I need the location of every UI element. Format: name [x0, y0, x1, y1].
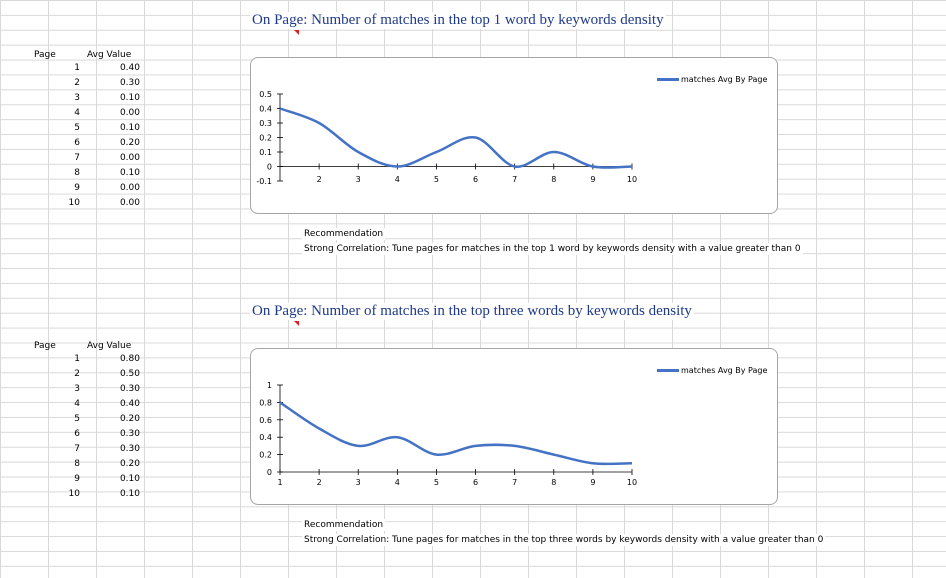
table-1-page-cell[interactable]: 7: [74, 153, 80, 163]
table-1-value-cell[interactable]: 0.00: [119, 198, 140, 208]
table-2-page-cell[interactable]: 3: [74, 384, 80, 394]
chart-1-legend-label: matches Avg By Page: [681, 75, 768, 84]
table-2-page-cell[interactable]: 7: [74, 444, 80, 454]
chart-1-x-tick-label: 9: [590, 175, 596, 184]
chart-2-series-line: [280, 402, 632, 464]
table-2-value-header: Avg Value: [87, 341, 132, 351]
chart-2-y-tick-label: 0.6: [259, 415, 272, 425]
chart-2-x-tick-label: 3: [355, 478, 361, 487]
chart-2-y-tick-label: 0.8: [259, 398, 272, 408]
comment-marker-2[interactable]: [294, 321, 299, 326]
recommendation-2-text: Strong Correlation: Tune pages for matches in the top three words by keywords density with a value greater than 0: [304, 535, 824, 545]
chart-1-y-tick-label: 0: [266, 162, 272, 172]
table-1-page-cell[interactable]: 4: [74, 108, 80, 118]
chart-1[interactable]: [250, 57, 778, 214]
chart-2-y-tick-label: 0.2: [259, 450, 272, 460]
chart-2-x-tick-label: 7: [512, 478, 518, 487]
chart-1-y-tick-label: 0.5: [259, 90, 272, 99]
table-2-value-cell[interactable]: 0.30: [119, 429, 140, 439]
table-2-page-cell[interactable]: 6: [74, 429, 80, 439]
chart-1-x-tick-label: 8: [551, 175, 557, 184]
section-2-title: On Page: Number of matches in the top three words by keywords density: [252, 303, 692, 319]
chart-2-x-tick-label: 2: [316, 478, 322, 487]
chart-2-y-tick-label: 0: [266, 468, 272, 477]
table-2-page-cell[interactable]: 1: [74, 354, 80, 364]
chart-1-y-tick-label: -0.1: [256, 177, 272, 186]
chart-2-y-tick-label: 1: [266, 381, 272, 390]
chart-2[interactable]: [250, 348, 778, 505]
table-1-value-cell[interactable]: 0.20: [119, 138, 140, 148]
chart-2-x-tick-label: 1: [277, 478, 283, 487]
table-1-value-cell[interactable]: 0.40: [119, 63, 140, 73]
table-2-page-cell[interactable]: 5: [74, 414, 80, 424]
table-1-page-cell[interactable]: 9: [74, 183, 80, 193]
recommendation-1-label: Recommendation: [304, 229, 384, 239]
table-1-page-cell[interactable]: 3: [74, 93, 80, 103]
table-2-value-cell[interactable]: 0.50: [119, 369, 140, 379]
chart-1-x-tick-label: 2: [316, 175, 322, 184]
chart-1-y-tick-label: 0.2: [259, 133, 272, 143]
chart-1-x-tick-label: 5: [433, 175, 439, 184]
chart-2-x-tick-label: 5: [433, 478, 439, 487]
table-1-page-cell[interactable]: 8: [74, 168, 80, 178]
chart-2-x-tick-label: 9: [590, 478, 596, 487]
table-2-page-cell[interactable]: 8: [74, 459, 80, 469]
table-2-page-cell[interactable]: 10: [68, 489, 80, 499]
chart-1-legend: [657, 75, 767, 84]
chart-1-legend-swatch: [657, 78, 679, 81]
table-1-value-header: Avg Value: [87, 50, 132, 60]
chart-1-x-tick-label: 7: [512, 175, 518, 184]
chart-1-x-tick-label: 4: [394, 175, 400, 184]
chart-1-x-tick-label: 3: [355, 175, 361, 184]
table-2-value-cell[interactable]: 0.10: [119, 474, 140, 484]
table-1-value-cell[interactable]: 0.10: [119, 168, 140, 178]
table-1-value-cell[interactable]: 0.10: [119, 93, 140, 103]
table-2-value-cell[interactable]: 0.10: [119, 489, 140, 499]
chart-2-legend: [657, 366, 767, 375]
table-1-value-cell[interactable]: 0.00: [119, 153, 140, 163]
chart-2-legend-swatch: [657, 369, 679, 372]
chart-2-legend-label: matches Avg By Page: [681, 366, 768, 375]
table-2-page-cell[interactable]: 9: [74, 474, 80, 484]
recommendation-1-text: Strong Correlation: Tune pages for matches in the top 1 word by keywords density with a value greater than 0: [304, 244, 801, 254]
chart-2-x-tick-label: 8: [551, 478, 557, 487]
chart-1-x-tick-label: 6: [473, 175, 479, 184]
table-1-value-cell[interactable]: 0.30: [119, 78, 140, 88]
table-2-page-cell[interactable]: 4: [74, 399, 80, 409]
chart-1-y-tick-label: 0.3: [259, 119, 272, 128]
table-1-value-cell[interactable]: 0.00: [119, 108, 140, 118]
chart-2-x-tick-label: 4: [394, 478, 400, 487]
table-2-value-cell[interactable]: 0.30: [119, 384, 140, 394]
section-1-title: On Page: Number of matches in the top 1 word by keywords density: [252, 12, 664, 28]
table-2-value-cell[interactable]: 0.40: [119, 399, 140, 409]
chart-1-x-tick-label: 10: [626, 175, 638, 184]
chart-2-x-tick-label: 10: [626, 478, 638, 487]
table-2-value-cell[interactable]: 0.20: [119, 414, 140, 424]
table-1-page-cell[interactable]: 10: [68, 198, 80, 208]
chart-2-y-tick-label: 0.4: [259, 433, 272, 443]
table-1-page-cell[interactable]: 1: [74, 63, 80, 73]
table-2-page-cell[interactable]: 2: [74, 369, 80, 379]
table-2-value-cell[interactable]: 0.20: [119, 459, 140, 469]
table-1-page-cell[interactable]: 2: [74, 78, 80, 88]
table-1-value-cell[interactable]: 0.10: [119, 123, 140, 133]
chart-1-y-tick-label: 0.1: [259, 148, 272, 157]
table-2-value-cell[interactable]: 0.30: [119, 444, 140, 454]
table-2-page-header: Page: [34, 341, 56, 351]
table-2-value-cell[interactable]: 0.80: [119, 354, 140, 364]
comment-marker-1[interactable]: [294, 30, 299, 35]
chart-1-y-tick-label: 0.4: [259, 104, 272, 114]
table-1-page-cell[interactable]: 5: [74, 123, 80, 133]
table-1-value-cell[interactable]: 0.00: [119, 183, 140, 193]
table-1-page-cell[interactable]: 6: [74, 138, 80, 148]
recommendation-2-label: Recommendation: [304, 520, 384, 530]
table-1-page-header: Page: [34, 50, 56, 60]
chart-1-series-line: [280, 109, 632, 168]
chart-2-x-tick-label: 6: [473, 478, 479, 487]
